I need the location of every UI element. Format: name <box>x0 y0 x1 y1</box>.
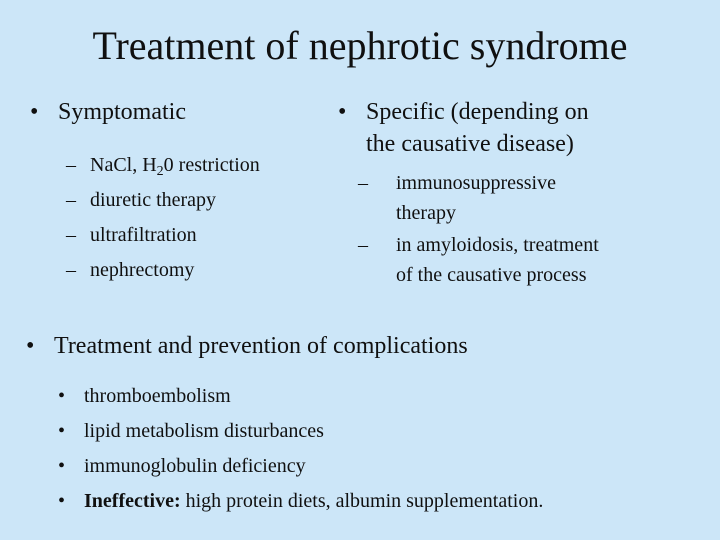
bullet-text: Symptomatic <box>58 99 186 125</box>
symptomatic-list <box>66 148 330 288</box>
list-item <box>58 484 706 519</box>
bullet-marker: • <box>58 420 66 442</box>
bullet-marker: • <box>338 99 347 125</box>
complications-section <box>26 330 706 519</box>
list-item <box>66 218 330 253</box>
item-text: lipid metabolism disturbances <box>84 420 324 442</box>
complications-list <box>58 379 706 519</box>
item-text-cl: Cl, H <box>113 154 157 176</box>
bullet-marker: • <box>58 490 66 512</box>
dash-marker: – <box>358 234 368 256</box>
list-item <box>66 253 330 288</box>
item-text: nephrectomy <box>90 259 195 281</box>
list-item <box>58 379 706 414</box>
dash-marker: – <box>358 172 368 194</box>
item-text: high protein diets, albumin supplementation. <box>180 490 544 512</box>
list-item <box>338 230 668 290</box>
list-item <box>338 168 668 228</box>
dash-marker: – <box>66 154 76 176</box>
slide-title: Treatment of nephrotic syndrome <box>92 23 628 68</box>
dash-marker: – <box>66 259 76 281</box>
list-item <box>66 148 330 183</box>
dash-marker: – <box>66 189 76 211</box>
item-text: ultrafiltration <box>90 224 197 246</box>
item-text: immunoglobulin deficiency <box>84 455 306 477</box>
item-text-line2: therapy <box>396 202 456 224</box>
item-text-line1: in amyloidosis, treatment <box>396 234 599 256</box>
item-text-restriction: 0 restriction <box>163 154 260 176</box>
bullet-marker: • <box>58 385 66 407</box>
bullet-complications <box>26 330 706 362</box>
item-text: thromboembolism <box>84 385 231 407</box>
specific-list <box>338 168 668 290</box>
bullet-marker: • <box>58 455 66 477</box>
bullet-text-line2: the causative disease) <box>366 131 574 157</box>
bullet-specific <box>338 96 668 160</box>
bullet-marker: • <box>26 333 35 359</box>
item-text-line2: of the causative process <box>396 264 587 286</box>
list-item <box>58 414 706 449</box>
dash-marker: – <box>66 224 76 246</box>
item-text: diuretic therapy <box>90 189 217 211</box>
ineffective-label: Ineffective: <box>84 490 181 512</box>
right-column <box>338 96 668 292</box>
subscript: 2 <box>156 164 164 179</box>
bullet-text: Treatment and prevention of complications <box>54 333 468 359</box>
bullet-text-line1: Specific (depending on <box>366 99 589 125</box>
list-item <box>58 449 706 484</box>
item-text-na: Na <box>90 154 114 176</box>
left-column <box>30 96 330 288</box>
item-text-line1: immunosuppressive <box>396 172 556 194</box>
list-item <box>66 183 330 218</box>
bullet-symptomatic <box>30 96 330 128</box>
bullet-marker: • <box>30 99 39 125</box>
